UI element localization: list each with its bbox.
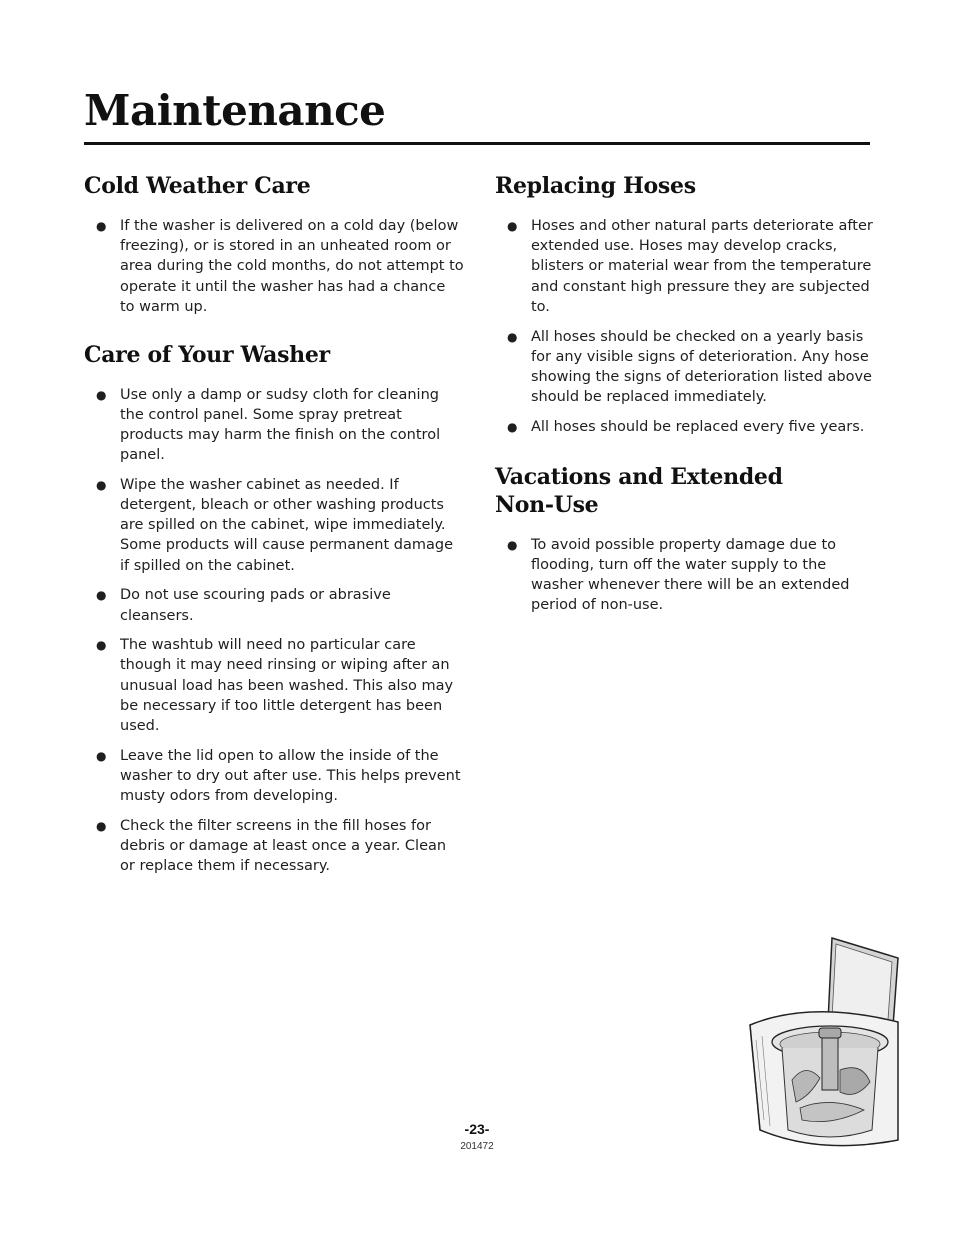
- bullet-icon: ●: [507, 419, 518, 434]
- bullet-icon: ●: [96, 219, 107, 233]
- bullet-icon: ●: [96, 748, 107, 763]
- list-item-text: The washtub will need no particular care though it may need rinsing or wiping after an unusual load has been washed. This also may be necessary if too little detergent has been used.: [120, 637, 454, 735]
- title-divider: [84, 142, 870, 145]
- bullet-icon: ●: [96, 638, 107, 653]
- list-item-text: Wipe the washer cabinet as needed. If detergent, bleach or other washing products are spilled on the cabinet, wipe immediately. Some products will cause permanent damage if spilled on the cabinet.: [120, 476, 454, 574]
- list-item: [84, 746, 464, 807]
- document-code: 201472: [460, 1141, 494, 1152]
- bullet-icon: ●: [96, 477, 107, 492]
- list-item: [84, 635, 464, 736]
- list-item: [84, 585, 464, 625]
- bullet-icon: ●: [507, 219, 518, 233]
- care-of-washer-heading: Care of Your Washer: [84, 341, 330, 368]
- left-column: [84, 172, 464, 886]
- washer-illustration-icon: [740, 930, 905, 1150]
- bullet-icon: ●: [507, 329, 518, 344]
- vacations-list: [495, 535, 875, 616]
- cold-weather-care-list: [84, 216, 464, 317]
- list-item-text: Do not use scouring pads or abrasive cleansers.: [120, 587, 391, 624]
- list-item: [84, 816, 464, 877]
- list-item-text: All hoses should be replaced every five years.: [531, 418, 865, 435]
- list-item: [84, 475, 464, 576]
- list-item: [495, 535, 875, 616]
- list-item-text: All hoses should be checked on a yearly basis for any visible signs of deterioration. Any hose showing the signs of deterioration listed above should be replaced immediately.: [531, 328, 872, 406]
- cold-weather-care-heading: Cold Weather Care: [84, 173, 311, 199]
- bullet-icon: ●: [96, 818, 107, 833]
- replacing-hoses-list: [495, 216, 875, 437]
- bullet-icon: ●: [96, 387, 107, 402]
- vacations-heading: Vacations and Extended Non-Use: [495, 463, 783, 518]
- list-item: [495, 417, 875, 437]
- list-item-text: Leave the lid open to allow the inside of the washer to dry out after use. This helps prevent musty odors from developing.: [120, 747, 461, 805]
- list-item: [495, 216, 875, 317]
- list-item: [84, 385, 464, 466]
- bullet-icon: ●: [96, 588, 107, 603]
- page-title: Maintenance: [84, 86, 386, 135]
- list-item-text: If the washer is delivered on a cold day (below freezing), or is stored in an unheated room or area during the cold months, do not attempt to operate it until the washer has had a chance to warm up.: [120, 218, 464, 315]
- list-item-text: To avoid possible property damage due to flooding, turn off the water supply to the washer whenever there will be an extended period of non-use.: [531, 536, 850, 614]
- replacing-hoses-heading: Replacing Hoses: [495, 173, 696, 199]
- bullet-icon: ●: [507, 537, 518, 552]
- right-column: [495, 172, 875, 625]
- list-item-text: Use only a damp or sudsy cloth for cleaning the control panel. Some spray pretreat products may harm the finish on the control panel.: [120, 386, 441, 464]
- page-number: -23-: [464, 1121, 490, 1137]
- list-item-text: Hoses and other natural parts deteriorate after extended use. Hoses may develop cracks, blisters or material wear from the temperature and constant high pressure they are subjected to.: [531, 218, 873, 315]
- list-item-text: Check the filter screens in the fill hoses for debris or damage at least once a year. Clean or replace them if necessary.: [120, 817, 447, 875]
- list-item: [84, 216, 464, 317]
- list-item: [495, 327, 875, 408]
- care-of-washer-list: [84, 385, 464, 877]
